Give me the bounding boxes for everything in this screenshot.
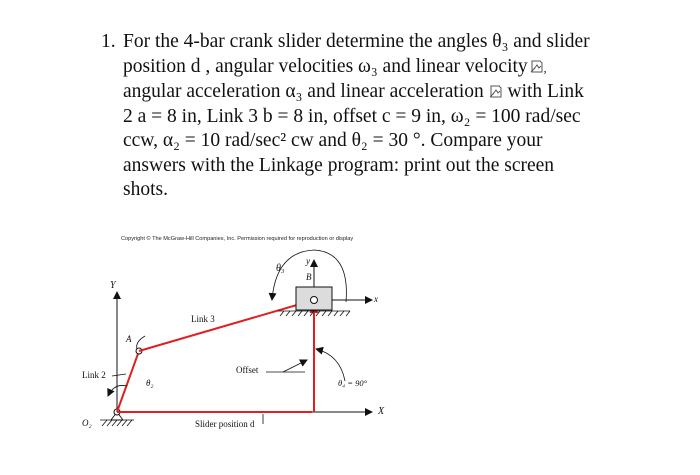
theta4-arc (316, 349, 345, 381)
label-slider-position: Slider position d (195, 419, 255, 429)
label-y-capital: Y (110, 280, 116, 291)
label-o2: O₂ (82, 418, 92, 428)
problem-line-3-text: angular acceleration α₃ and linear acceleration (123, 81, 484, 102)
label-b: B (306, 272, 312, 282)
link-2 (117, 351, 139, 412)
ground-hatch-o2 (100, 420, 134, 426)
copyright-notice: Copyright © The McGraw-Hill Companies, Inc. Permission required for reproduction or display (121, 236, 354, 242)
problem-line-4: 2 a = 8 in, Link 3 b = 8 in, offset c = 9 in, ω₂ = 100 rad/sec (123, 105, 581, 127)
problem-line-1: For the 4-bar crank slider determine the angles θ₃ and slider (123, 31, 590, 52)
label-theta2: θ₂ (146, 378, 154, 388)
link-3 (139, 300, 314, 351)
label-link3: Link 3 (191, 314, 215, 324)
label-y-small: y (306, 256, 310, 266)
label-theta4: θ₄ = 90° (338, 378, 368, 388)
problem-number: 1. (101, 31, 116, 52)
problem-line-3-suffix: with Link (507, 81, 584, 102)
label-theta3: θ₃ (276, 263, 285, 274)
link2-leader (112, 374, 126, 376)
label-a: A (126, 334, 132, 344)
problem-line-6: answers with the Linkage program: print out the screen (123, 154, 555, 176)
joint-b (311, 297, 318, 304)
problem-line-5: ccw, α₂ = 10 rad/sec² cw and θ₂ = 30 °. Compare your (123, 130, 543, 151)
label-offset: Offset (236, 365, 259, 375)
problem-line-7: shots. (123, 179, 168, 200)
offset-arrow-leader (283, 360, 307, 372)
a-joint-arc (137, 336, 145, 349)
label-x-small: x (374, 294, 378, 304)
label-link2: Link 2 (82, 370, 106, 380)
problem-line-2-text: position d , angular velocities ω₃ and linear velocity (123, 55, 528, 77)
label-x-capital: X (378, 406, 385, 417)
problem-line-2: position d , angular velocities ω₃ and linear velocity , (123, 55, 547, 77)
